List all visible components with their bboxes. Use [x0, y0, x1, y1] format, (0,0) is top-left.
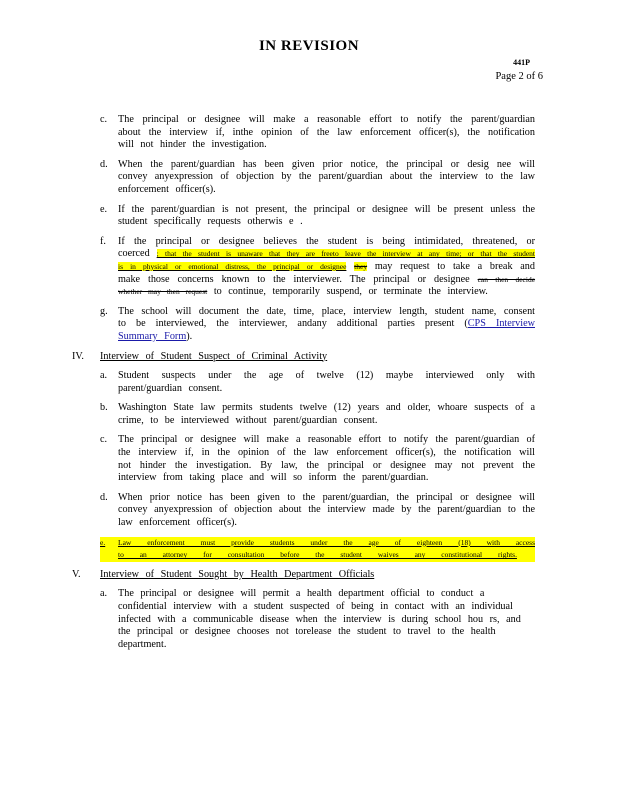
item-marker: c.: [100, 114, 108, 125]
item-marker: a.: [100, 588, 108, 600]
section-number: IV.: [72, 350, 84, 362]
inserted-revision-text: Law enforcement must provide students under the age of eighteen (18) with access to an attorney for consultation before the student waives any constitutional rights.: [118, 537, 535, 560]
item-marker: f.: [100, 235, 106, 247]
section-iv-item-b: [100, 402, 535, 427]
item-text: to continue, temporarily suspend, or terminate the interview.: [213, 286, 488, 298]
item-text: If the principal or designee believes the student is being intimidated, threatened, or coerced: [118, 235, 535, 260]
item-text: Washington State law permits students twelve (12) years and older, whoare suspects of a crime, to be interviewed without parent/guardian consent.: [118, 402, 535, 426]
section-v-item-a: [100, 588, 535, 651]
item-marker: d.: [100, 158, 108, 170]
item-text: The school will document the date, time, place, interview length, student name, consent to be interviewed, the interviewer, andany additional parties present (: [118, 305, 535, 330]
cps-form-link[interactable]: CPS Interview Summary Form: [118, 318, 535, 342]
item-text: Student suspects under the age of twelve (12) maybe interviewed only with parent/guardian consent.: [118, 370, 535, 394]
item-text: The principal or designee will make a reasonable effort to notify the parent/guardian about the interview if, inthe opinion of the law enforcement officer(s), the notification will not hinder the investigation.: [118, 114, 535, 151]
item-c: [100, 114, 535, 152]
item-marker: g.: [100, 305, 108, 317]
deleted-revision-text: they: [354, 261, 368, 271]
item-f: [100, 235, 536, 299]
item-marker: e.: [100, 203, 108, 215]
section-title: Interview of Student Suspect of Criminal Activity: [100, 350, 328, 362]
item-text: ).: [186, 330, 193, 342]
item-d: [100, 158, 535, 197]
document-body: [0, 114, 618, 658]
item-text: may request to take a break and make those concerns known to the interviewer. The principal or designee: [118, 260, 535, 285]
document-title: IN REVISION: [258, 38, 360, 54]
document-number: 441P: [513, 58, 530, 67]
item-text: When prior notice has been given to the parent/guardian, the principal or designee will convey anyexpression of objection about the interview made by the parent/guardian to the law enforcement officer(s).: [118, 491, 535, 529]
section-iv-item-e: [100, 537, 535, 562]
item-marker: a.: [100, 370, 108, 382]
item-marker: d.: [100, 491, 108, 503]
section-iv-item-d: [100, 491, 535, 530]
section-title: Interview of Student Sought by Health Department Officials: [100, 568, 375, 580]
section-number: V.: [72, 568, 81, 580]
item-text: The principal or designee will make a reasonable effort to notify the parent/guardian of the interview if, in the opinion of the law enforcement officer(s), the notification will not hinder the investigation. By law, the principal or designee may not prevent the interview from taking place and will so inform the parent/guardian.: [118, 434, 535, 484]
item-marker: e.: [100, 537, 106, 547]
item-marker: b.: [100, 402, 108, 414]
page-number: Page 2 of 6: [495, 71, 543, 82]
section-iv-heading: [72, 350, 540, 364]
item-e: [100, 203, 535, 229]
item-text: The principal or designee will permit a health department official to conduct a confidential interview with a student suspected of being in contact with an individual infected with a communicable disease when the interview is during school hou rs, and the principal or designee chooses not torelease the student to travel to the health department.: [118, 588, 521, 650]
section-iv-item-a: [100, 370, 535, 395]
item-text: If the parent/guardian is not present, the principal or designee will be present unless the student specifically requests otherwis e .: [118, 203, 535, 228]
section-v-heading: [72, 568, 540, 582]
inserted-revision-text: ; that the student is unaware that they are freeto leave the interview at any time; or that the student is in physical or emotional distress, the principal or designee: [118, 249, 536, 271]
deleted-revision-text: can then decide whether may then request: [118, 274, 536, 297]
item-text: When the parent/guardian has been given prior notice, the principal or desig nee will convey anyexpression of objection by the parent/guardian about the interview to the law enforcement officer(s).: [118, 158, 535, 195]
item-marker: c.: [100, 434, 108, 446]
section-iv-item-c: [100, 434, 535, 484]
item-g: [100, 305, 535, 344]
